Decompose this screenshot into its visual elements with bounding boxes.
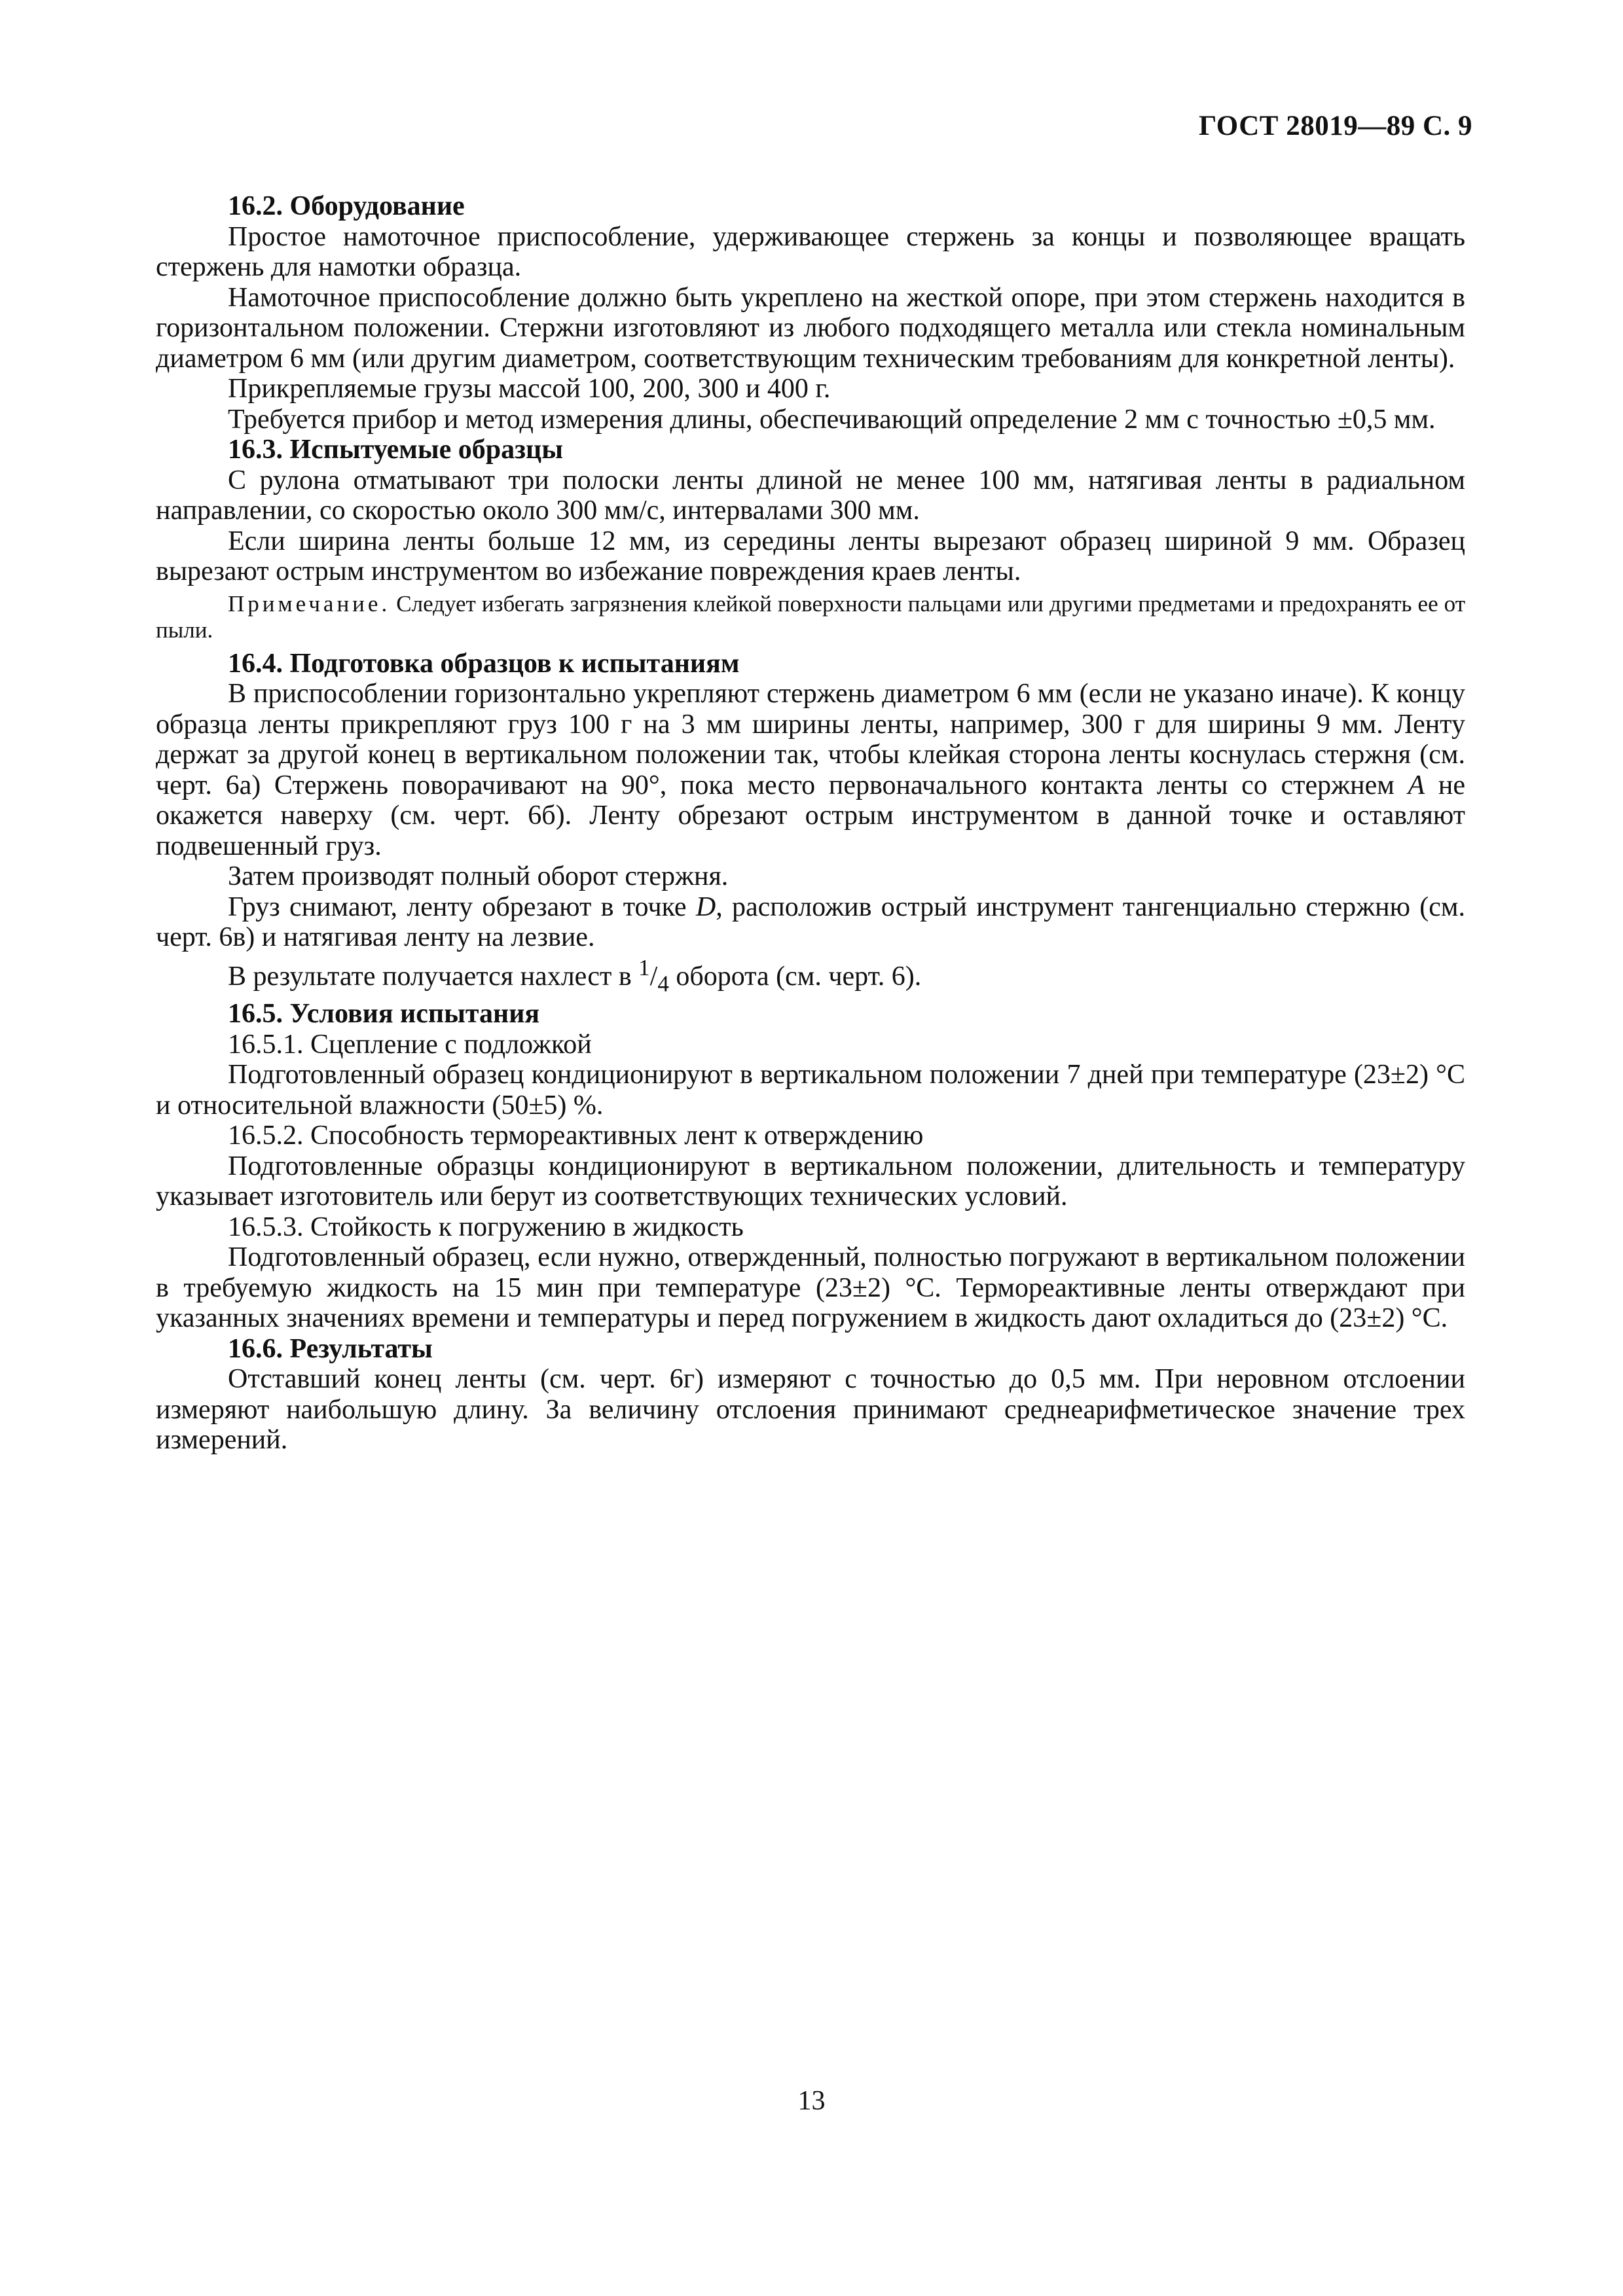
note bbox=[156, 591, 1465, 643]
section-16-5-title: 16.5. Условия испытания bbox=[228, 999, 540, 1030]
text-run: В результате получается нахлест в bbox=[228, 961, 639, 992]
section-16-3-title: 16.3. Испытуемые образцы bbox=[228, 435, 563, 465]
section-16-4-paragraph: Затем производят полный оборот стержня. bbox=[228, 861, 729, 891]
text-run: В приспособлении горизонтально укрепляют стержень диаметром 6 мм (если не указано иначе). К концу образца ленты прикрепляют груз 100 г на 3 мм ширины ленты, например, 300 г для ширины 9 мм. Ленту держат за другой конец в вертикальном положении так, чтобы клейкая сторона ленты коснулась стержня (см. черт. 6а) Стержень поворачивают на 90°, пока место первоначального контакта ленты со стержнем bbox=[156, 679, 1465, 800]
variable-d: D bbox=[695, 891, 716, 922]
section-16-2-paragraph: Намоточное приспособление должно быть укреплено на жесткой опоре, при этом стержень находится в горизонтальном положении. Стержни изготовляют из любого подходящего металла или стекла номинальным диаметром 6 мм (или другим диаметром, соответствующим техническим требованиям для конкретной ленты). bbox=[156, 282, 1465, 374]
subsection-16-5-3-text: Подготовленный образец, если нужно, отвержденный, полностью погружают в вертикальном положении в требуемую жидкость на 15 мин при температуре (23±2) °С. Термореактивные ленты отверждают при указанных значениях времени и температуры и перед погружением в жидкость дают охладиться до (23±2) °С. bbox=[156, 1242, 1465, 1334]
section-16-2-paragraph: Требуется прибор и метод измерения длины, обеспечивающий определение 2 мм с точностью ±0,5 мм. bbox=[228, 404, 1436, 435]
note-text: Следует избегать загрязнения клейкой поверхности пальцами или другими предметами и предохранять ее от пыли. bbox=[156, 590, 1465, 643]
text-run: оборота (см. черт. 6). bbox=[668, 961, 922, 992]
page-number: 13 bbox=[797, 2086, 826, 2116]
subsection-16-5-1-title: 16.5.1. Сцепление с подложкой bbox=[228, 1029, 592, 1060]
text-run: , расположив острый инструмент тангенциально стержню (см. черт. 6в) и натягивая ленту на лезвие. bbox=[156, 891, 1465, 952]
section-16-4-paragraph bbox=[156, 892, 1465, 953]
section-16-4-paragraph: В результате получается нахлест в $^1/_4$ оборота (см. черт. 6). bbox=[228, 954, 922, 996]
section-16-2-title: 16.2. Оборудование bbox=[228, 191, 465, 221]
note-label: Примечание. bbox=[228, 590, 391, 617]
subsection-16-5-3-title: 16.5.3. Стойкость к погружению в жидкость bbox=[228, 1211, 744, 1242]
section-16-2-paragraph: Простое намоточное приспособление, удерживающее стержень за концы и позволяющее вращать стержень для намотки образца. bbox=[156, 221, 1465, 282]
document-body bbox=[156, 191, 1465, 1456]
fraction-numerator: 1 bbox=[638, 954, 650, 980]
standard-header: ГОСТ 28019—89 С. 9 bbox=[1198, 111, 1472, 141]
text-run: Груз снимают, ленту обрезают в точке bbox=[228, 891, 696, 922]
subsection-16-5-1-text: Подготовленный образец кондиционируют в вертикальном положении 7 дней при температуре (23±2) °С и относительной влажности (50±5) %. bbox=[156, 1060, 1465, 1121]
section-16-4-paragraph bbox=[156, 679, 1465, 861]
section-16-6-paragraph: Отставший конец ленты (см. черт. 6г) измеряют с точностью до 0,5 мм. При неровном отслоении измеряют наибольшую длину. За величину отслоения принимают среднеарифметическое значение трех измерений. bbox=[156, 1364, 1465, 1456]
subsection-16-5-2-text: Подготовленные образцы кондиционируют в вертикальном положении, длительность и температуру указывает изготовитель или берут из соответствующих технических условий. bbox=[156, 1151, 1465, 1212]
fraction-denominator: 4 bbox=[657, 970, 669, 996]
subsection-16-5-2-title: 16.5.2. Способность термореактивных лент к отверждению bbox=[228, 1121, 924, 1151]
variable-a: А bbox=[1408, 770, 1425, 800]
section-16-3-paragraph: С рулона отматывают три полоски ленты длиной не менее 100 мм, натягивая ленты в радиальном направлении, со скоростью около 300 мм/с, интервалами 300 мм. bbox=[156, 465, 1465, 526]
text-run: не окажется наверху (см. черт. 6б). Ленту обрезают острым инструментом в данной точке и оставляют подвешенный груз. bbox=[156, 770, 1465, 861]
section-16-6-title: 16.6. Результаты bbox=[228, 1333, 433, 1364]
section-16-3-paragraph: Если ширина ленты больше 12 мм, из середины ленты вырезают образец шириной 9 мм. Образец вырезают острым инструментом во избежание повреждения краев ленты. bbox=[156, 526, 1465, 586]
section-16-4-title: 16.4. Подготовка образцов к испытаниям bbox=[228, 648, 740, 679]
section-16-2-paragraph: Прикрепляемые грузы массой 100, 200, 300 и 400 г. bbox=[228, 374, 831, 404]
